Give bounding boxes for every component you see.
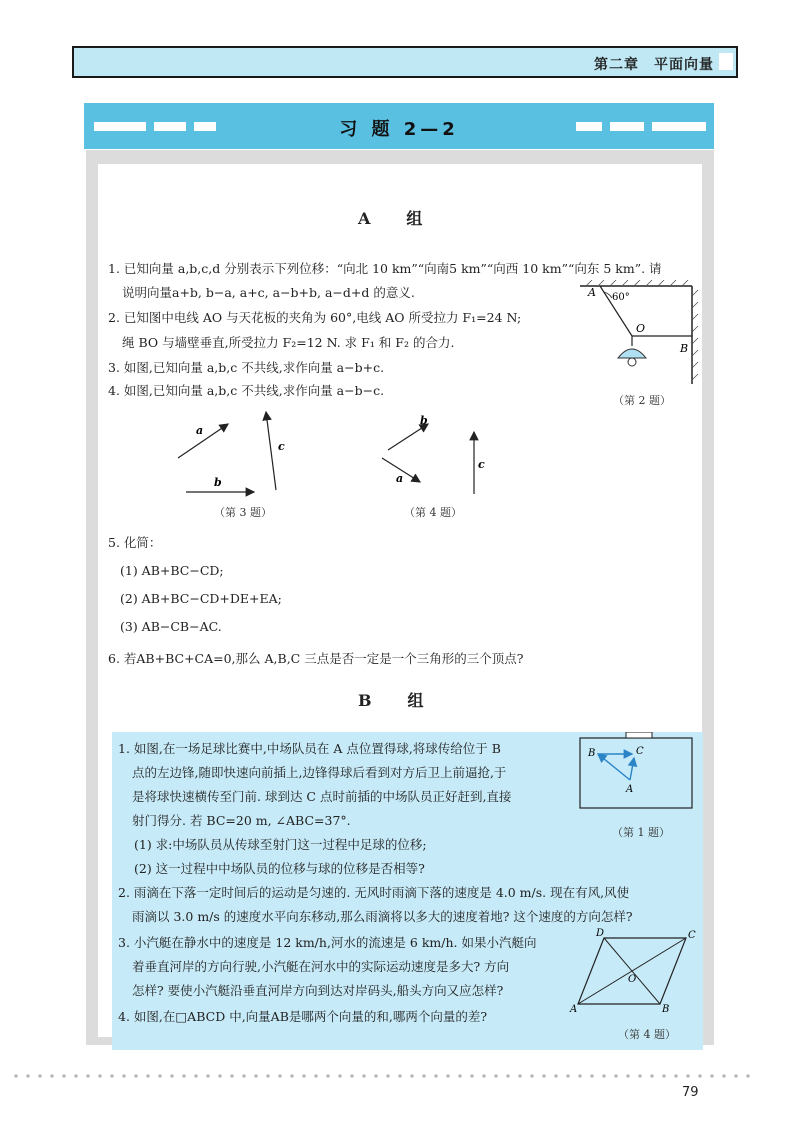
figure-2-angle: 60° [612, 292, 630, 303]
figure-b4-caption: （第 4 题） [618, 1028, 676, 1041]
figure-4-vectors-diagram [368, 400, 498, 500]
figure-b1-field-diagram [574, 732, 698, 812]
b-question-3-line-2: 着垂直河岸的方向行驶,小汽艇在河水中的实际运动速度是多大? 方向 [132, 959, 510, 974]
figure-4-caption: （第 4 题） [404, 506, 462, 519]
figure-b4-label-a: A [570, 1004, 578, 1014]
a-question-1-line-1: 1. 已知向量 a,b,c,d 分别表示下列位移：“向北 10 km”“向南5 km”“向西 10 km”“向东 5 km”. 请 [108, 261, 662, 276]
footer-dotted-rule [10, 1074, 750, 1078]
figure-2-label-b: B [680, 342, 689, 355]
header-square-decoration [719, 53, 733, 70]
figure-2-lamp-diagram [576, 280, 700, 386]
a-question-4: 4. 如图,已知向量 a,b,c 不共线,求作向量 a−b−c. [108, 383, 385, 398]
a-question-5-part-2: (2) AB+BC−CD+DE+EA; [120, 591, 282, 606]
a-question-5-part-1: (1) AB+BC−CD; [120, 563, 224, 578]
b-question-1-line-2: 点的左边锋,随即快速向前插上,边锋得球后看到对方后卫上前逼抢,于 [132, 765, 507, 780]
chapter-title: 第二章 平面向量 [594, 57, 714, 73]
figure-3-label-b: b [214, 476, 222, 489]
figure-b1-label-c: C [636, 746, 644, 757]
figure-b4-label-o: O [628, 974, 637, 985]
figure-2-caption: （第 2 题） [613, 394, 671, 407]
b-question-2-line-1: 2. 雨滴在下落一定时间后的运动是匀速的. 无风时雨滴下落的速度是 4.0 m/s. 现在有风,风使 [118, 885, 630, 900]
exercise-content [98, 164, 702, 1041]
figure-b1-label-a: A [626, 784, 634, 795]
figure-4-label-c: c [478, 458, 485, 471]
b-question-4: 4. 如图,在□ABCD 中,向量AB是哪两个向量的和,哪两个向量的差? [118, 1009, 488, 1024]
b-question-3-line-3: 怎样? 要使小汽艇沿垂直河岸方向到达对岸码头,船头方向又应怎样? [132, 983, 504, 998]
figure-b4-parallelogram-diagram [568, 928, 700, 1014]
a-question-5-part-3: (3) AB−CB−AC. [120, 619, 222, 634]
figure-3-vector-c [266, 412, 276, 490]
figure-b1-label-b: B [588, 748, 596, 759]
figure-3-vectors-diagram [168, 400, 308, 500]
page-number: 79 [682, 1085, 699, 1100]
b-question-1-sub-2: (2) 这一过程中中场队员的位移与球的位移是否相等? [134, 861, 425, 876]
a-question-2-line-2: 绳 BO 与墙壁垂直,所受拉力 F₂=12 N. 求 F₁ 和 F₂ 的合力. [122, 335, 455, 350]
group-b-heading: B 组 [358, 691, 434, 710]
figure-b1-caption: （第 1 题） [612, 826, 670, 839]
figure-4-vector-b [388, 424, 428, 450]
a-question-6: 6. 若AB+BC+CA=0,那么 A,B,C 三点是否一定是一个三角形的三个顶点? [108, 651, 524, 666]
b-question-1-line-4: 射门得分. 若 BC=20 m, ∠ABC=37°. [132, 813, 351, 828]
figure-b4-label-b: B [662, 1004, 670, 1014]
figure-2-label-o: O [636, 322, 646, 335]
a-question-2-line-1: 2. 已知图中电线 AO 与天花板的夹角为 60°,电线 AO 所受拉力 F₁=24 N; [108, 310, 522, 325]
b-question-1-line-1: 1. 如图,在一场足球比赛中,中场队员在 A 点位置得球,将球传给位于 B [118, 741, 501, 756]
b-question-2-line-2: 雨滴以 3.0 m/s 的速度水平向东移动,那么雨滴将以多大的速度着地? 这个速度的方向怎样? [132, 909, 633, 924]
b-question-3-line-1: 3. 小汽艇在静水中的速度是 12 km/h,河水的流速是 6 km/h. 如果小汽艇向 [118, 935, 537, 950]
group-a-heading: A 组 [358, 209, 433, 228]
a-question-1-line-2: 说明向量a+b, b−a, a+c, a−b+b, a−d+d 的意义. [122, 285, 415, 300]
exercise-title: 习 题 2—2 [339, 119, 459, 140]
exercise-content-frame [86, 150, 714, 1045]
figure-2-label-a: A [588, 286, 596, 299]
b-question-1-sub-1: (1) 求:中场队员从传球至射门这一过程中足球的位移; [134, 837, 427, 852]
figure-b4-label-c: C [688, 930, 696, 941]
exercise-banner [84, 103, 714, 149]
chapter-header [72, 46, 738, 78]
figure-4-label-b: b [420, 414, 428, 427]
figure-3-caption: （第 3 题） [214, 506, 272, 519]
figure-3-label-a: a [196, 424, 204, 437]
group-b-panel [112, 732, 703, 1050]
figure-3-label-c: c [278, 440, 285, 453]
a-question-5: 5. 化简： [108, 535, 162, 550]
a-question-3: 3. 如图,已知向量 a,b,c 不共线,求作向量 a−b+c. [108, 360, 385, 375]
figure-4-label-a: a [396, 472, 404, 485]
figure-b4-label-d: D [596, 928, 605, 939]
b-question-1-line-3: 是将球快速横传至门前. 球到达 C 点时前插的中场队员正好赶到,直接 [132, 789, 512, 804]
